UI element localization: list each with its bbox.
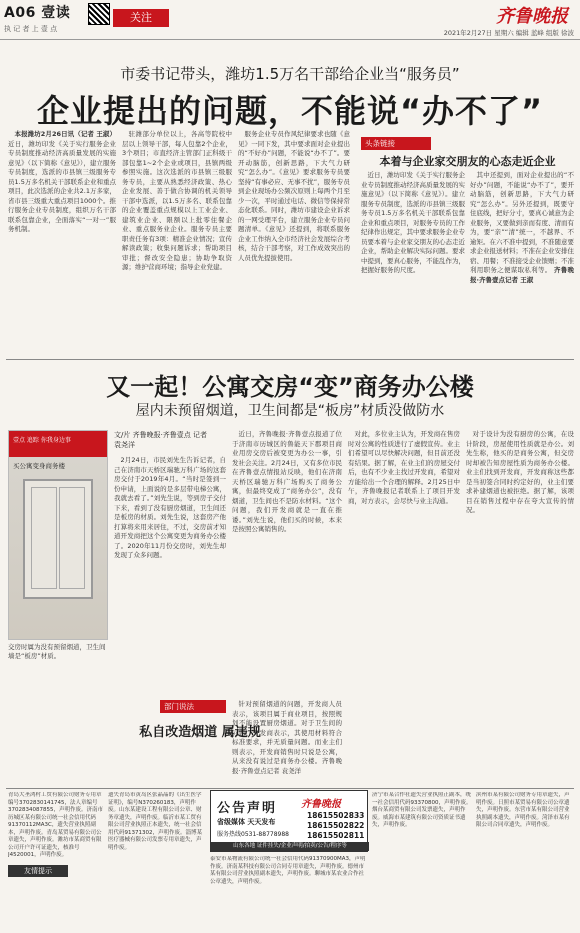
photo-banner: 壹点 追踪 你我身边事 (9, 431, 108, 457)
divider (6, 359, 574, 360)
page-header (0, 0, 580, 40)
date-line: 2021年2月27日 星期六 编辑 蓝峰 组版 徐波 (443, 29, 574, 37)
notice-strip: 山东各地 证件挂失/企业声明/拍卖/公告/程序等 (211, 842, 369, 851)
page-number: A06 壹读 (4, 5, 71, 21)
photo-caption: 交房时属为没有预留烟道，卫生间墙是“板房”材质。 (8, 643, 106, 660)
newspaper-logo: 齐鲁晚报 (496, 6, 568, 27)
sidebar2-headline: 私自改造烟道 属违规 (139, 725, 261, 740)
sidebar-label: 头条链接 (361, 137, 431, 150)
story2-photo (8, 430, 108, 640)
classified-column-4: 济宁市某合作社遗失营业执照正副本，统一社会信用代码93370800，声明作废。烟台某商贸有限公司发票遗失，声明作废。威海市某建筑有限公司资质证书遗失，声明作废。 (372, 792, 472, 828)
notice-ad-box (210, 790, 368, 852)
notice-phone-1: 18615502833 (307, 811, 365, 820)
classified-column-3: 泰安市某物流有限公司统一社会信用代码91370900MA3，声明作废。济南某科技有限公司合同专用章遗失，声明作废。德州市某有限公司营业执照副本遗失，声明作废。聊城市某农业合作社公章遗失，声明作废。 (210, 856, 366, 885)
story2-column-3: 对此，多位业主认为，开发商在售房时对公寓的性质进行了虚假宣传。业主们希望可以尽快解决问题，但目前还没有结果。据了解，在业主们的房屋交付后，也有不少业主找过开发商，希望对方能给出一个合理的解释。2月25日中午，齐鲁晚报记者联系上了项目开发商，对方表示，会尽快与业主沟通。 (348, 430, 460, 505)
notice-line-2: 服务热线0531-88778988 (217, 831, 289, 838)
notice-line-1: 省级媒体 天天发布 (217, 818, 276, 826)
qr-code-icon (88, 3, 110, 25)
sidebar-headline: 本着与企业家交朋友的心态走近企业 (379, 155, 556, 168)
story1-column-1: 本报潍坊2月26日讯（记者 王淑）近日，潍坊印发《关于实行服务企业专员制度推动经济高质量发展的实施意见》（以下简称《意见》），建立服务专员制度，选派的市县镇三级服务专员1.5万多名机关干部联系企业和重点项目，此次选派的企业共2.1万多家，省市县三级重大重点项目1000个。推行服务企业专员制度，组织万名干部联系包靠企业，全面落实“一对一”服务机制。 (8, 130, 116, 233)
sidebar-column-2: 其中还提到，面对企业提出的“不好办”问题，不能说“办不了”，要开动脑筋，创新思路，下大气力研究“怎么办”。另外还提到，既要守住底线，把好分寸，要真心诚意为企业服务，又要做到亲而有度、清而有为，要“亲”“清”统一，不越界、不逾矩。在六不准中提到，不准随意要求企业报送材料；不准在企业安排住宿、用餐；不准接受企业馈赠；不准利用职务之便谋取私利等。 齐鲁晚报·齐鲁壹点记者 王淑 (470, 171, 574, 284)
notice-phone-2: 18615502822 (307, 821, 365, 830)
editor-line: 执 记 者 上 壹 点 (4, 25, 58, 33)
notice-title: 公告声明 (217, 801, 278, 816)
story2-byline: 文/片 齐鲁晚报·齐鲁壹点 记者 袁尧洋 (114, 431, 208, 449)
story2-column-2: 近日，齐鲁晚报·齐鲁壹点报道了位于济南市历城区的鲁能天下郡项目商业用房交房后被变更为办公一事，引发社会关注。2月24日，又有多位市民在齐鲁壹点情报站反映，他们在济南天桥区瑞驰万科广场购买了商务公寓，但最终变成了“商务办公”，没有烟道，卫生间也不是防水材料。“这个问题，我们开发商就是一直在推诿。”刘先生说，他们买的时候，本来是按照公寓销售的。 (232, 430, 342, 533)
story2-column-5: 针对预留烟道的问题，开发商人员表示，该项目属于商业项目，按照规划不能设置厨房烟道。对于卫生间的问题，开发商表示，其使用材料符合标准要求，并无质量问题。而业主们则表示，开发商销售时只说是公寓，从来没有说过是商务办公楼。齐鲁晚报·齐鲁壹点记者 袁尧洋 (232, 700, 342, 782)
story1-kicker: 市委书记带头，潍坊1.5万名干部给企业当“服务员” (120, 65, 460, 83)
story2-subhead: 屋内未预留烟道，卫生间都是“板房”材质没做防水 (135, 403, 445, 419)
story1-column-2: 驻潍部分单位以上，各高等院校中层以上领导干部，每人包靠2个企业，3个项目；市直经济主管部门正科级干部包靠1~2个企业或项目，县镇两级参照实施。这次选派的市县镇三级服务专员，主要从熟悉经济政策、热心企业发展、善于做合协调的机关领导干部中选派，以1.5万多名、联系包靠的企业覆盖重点规模以上工业企业、建筑业企业、限额以上批零住餐企业、重点服务业企业。服务专员主要职责任务有3项：精准企业情况；宣传解读政策；收集问题诉求；帮助项目审批；督改安全隐患；协助争取资源；维护营商环境；指导企业党建。 (122, 130, 232, 271)
photo-title: 买公寓变身商务楼 (13, 462, 65, 470)
section-tag: 关注 (113, 9, 169, 27)
classified-column-2: 遗失青岛市黄岛区张晶晶的《出生医学证明》，编号N370260183，声明作废。山东某建设工程有限公司公章、财务章遗失，声明作废。临沂市某工贸有限公司营业执照正本遗失，统一社会信用代码91371302，声明作废。淄博某医疗器械有限公司发票专用章遗失，声明作废。 (108, 792, 202, 851)
story2-column-4: 对于设计为没有厨房的公寓，在设计阶段，房屋使用性质就是办公。刘先生称，他买的是商务公寓，但交房时却被告知房屋性质为商务办公楼。业主们找到开发商，开发商称这些都是当初签合同时约定好的，业主们要求补建烟道也被拒绝。据了解，该项目在销售过程中存在夸大宣传的情况。 (466, 430, 574, 514)
bathroom-door-image (23, 479, 93, 599)
friendly-tip-label: 友情提示 (8, 865, 68, 877)
story1-byline: 本报潍坊2月26日讯（记者 王淑） (14, 130, 116, 138)
notice-phone-3: 18615502811 (307, 831, 365, 840)
divider (6, 788, 574, 789)
story2-headline: 又一起！公寓交房“变”商务办公楼 (106, 373, 474, 401)
classified-column-5: 滨州市某有限公司财务专用章遗失，声明作废。日照市某贸易有限公司公章遗失，声明作废。东营市某有限公司营业执照副本遗失，声明作废。菏泽市某有限公司合同章遗失，声明作废。 (476, 792, 570, 828)
sidebar2-label: 部门说法 (160, 700, 226, 713)
story1-column-3: 服务企业专员作风纪律要求也随《意见》一同下发，其中要求面对企业提出的“不好办”问题，不能说“办不了”。要开动脑筋，创新思路，下大气力研究“怎么办”。《意见》要求服务专员要坚持“有事必应、无事不扰”，服务专员到企业现场办公频次原则上每两个月至少一次，平时通过电话、微信等保持常态化联系。同时，潍坊市建设企业诉求的一网受理平台，建立服务企业专员问题清单。《意见》还提到，将联系服务企业工作纳入全市经济社会发展综合考核，结合干部考察，对工作成效突出的人员优先提拔使用。 (238, 130, 350, 262)
sidebar-headline-link (361, 137, 574, 350)
notice-brand: 齐鲁晚报 (301, 799, 341, 810)
classified-column-1: 青岛大圣鸿村工贸有限公司财务专用章编号3702830141745，法人章编号3702834087855，声明作废。济南市历城区某有限公司统一社会信用代码91370112MA3C，遗失营业执照副本，声明作废。青岛某贸易有限公司公章遗失，声明作废。潍坊市某商贸有限公司开户许可证遗失，核准号J4520001，声明作废。 (8, 792, 103, 858)
story2-column-1: 2月24日，市民刘先生告诉记者，自己在济南市天桥区瑞驰万科广场的这套房交付于2019年4月。“当时是签到一份申请，上面说的是多层带电梯公寓，我就去看了。”刘先生说，等到房子交付下来，看到了没有厨房烟道，卫生间还是板房的材质。刘先生说，这套房产他打算将来用来居住，不过，交房前才知道开发商把这个公寓变更为商务办公楼了。2020年11月份交房时，刘先生却发现了众多问题。 (114, 456, 226, 559)
story1-headline: 企业提出的问题，不能说“办不了” (36, 92, 544, 130)
sidebar-column-1: 近日，潍坊印发《关于实行服务企业专员制度推动经济高质量发展的实施意见》（以下简称《意见》）。建立服务专员制度，选派的市县镇三级服务专员1.5万多名机关干部联系包靠企业和重点项目，对服务专员的工作纪律作出规定，其中要求服务企业专员要本着与企业家交朋友的心态走近企业，帮助企业解决实际问题。要求中提到，要真心服务，不能乱作为，把握好服务的尺度。 (361, 171, 465, 274)
